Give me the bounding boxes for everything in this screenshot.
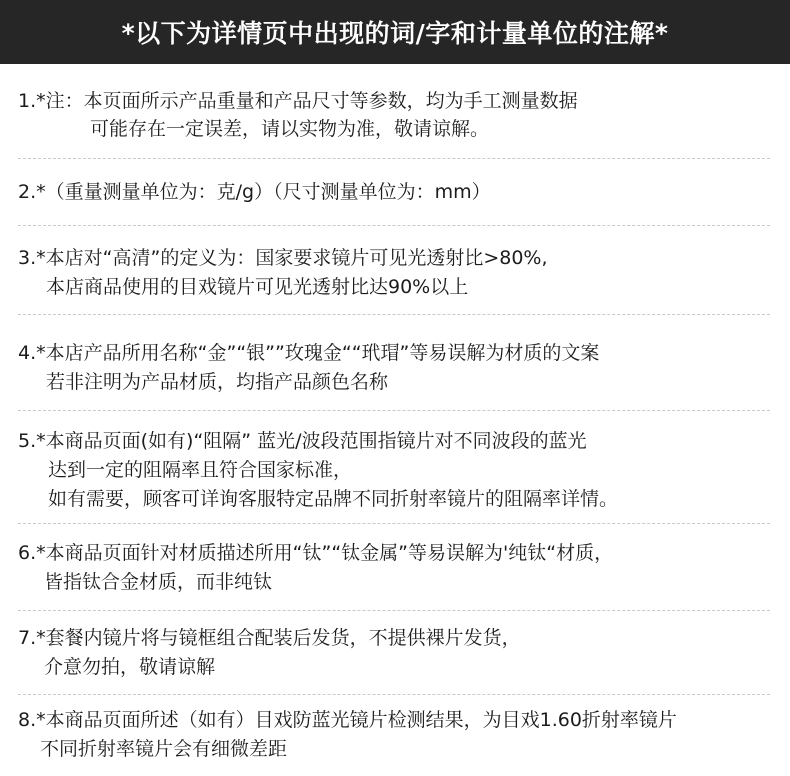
note-8-line-1: 8.*本商品页面所述（如有）目戏防蓝光镜片检测结果，为目戏1.60折射率镜片: [18, 709, 677, 731]
divider-4: [18, 410, 770, 411]
divider-2: [18, 225, 770, 226]
note-2-line-1: 2.*（重量测量单位为：克/g）（尺寸测量单位为：mm）: [18, 181, 491, 203]
note-5-line-2: 达到一定的阻隔率且符合国家标准，: [48, 459, 353, 481]
note-4-line-1: 4.*本店产品所用名称“金”“银””玫瑰金““玳瑁”等易误解为材质的文案: [18, 342, 600, 364]
note-8-line-2: 不同折射率镜片会有细微差距: [40, 738, 288, 760]
header-title: *以下为详情页中出现的词/字和计量单位的注解*: [121, 19, 669, 48]
divider-1: [18, 158, 770, 159]
note-1-line-1: 1.*注：本页面所示产品重量和产品尺寸等参数，均为手工测量数据: [18, 90, 578, 112]
note-7-line-2: 介意勿拍，敬请谅解: [44, 656, 216, 678]
divider-5: [18, 523, 770, 524]
note-4-line-2: 若非注明为产品材质，均指产品颜色名称: [46, 371, 389, 393]
note-6-line-2: 皆指钛合金材质，而非纯钛: [44, 571, 273, 593]
note-5-line-1: 5.*本商品页面(如有)“阻隔” 蓝光/波段范围指镜片对不同波段的蓝光: [18, 430, 587, 452]
divider-6: [18, 610, 770, 611]
divider-7: [18, 694, 770, 695]
note-3-line-2: 本店商品使用的目戏镜片可见光透射比达90%以上: [46, 276, 469, 298]
page-header: [0, 0, 790, 64]
note-5-line-3: 如有需要，顾客可详询客服特定品牌不同折射率镜片的阻隔率详情。: [48, 488, 619, 510]
note-7-line-1: 7.*套餐内镜片将与镜框组合配装后发货，不提供裸片发货，: [18, 627, 521, 649]
divider-3: [18, 314, 770, 315]
note-3-line-1: 3.*本店对“高清”的定义为：国家要求镜片可见光透射比>80%,: [18, 247, 548, 269]
note-1-line-2: 可能存在一定误差，请以实物为准，敬请谅解。: [90, 118, 490, 140]
note-6-line-1: 6.*本商品页面针对材质描述所用“钛”“钛金属”等易误解为'纯钛“材质，: [18, 542, 614, 564]
